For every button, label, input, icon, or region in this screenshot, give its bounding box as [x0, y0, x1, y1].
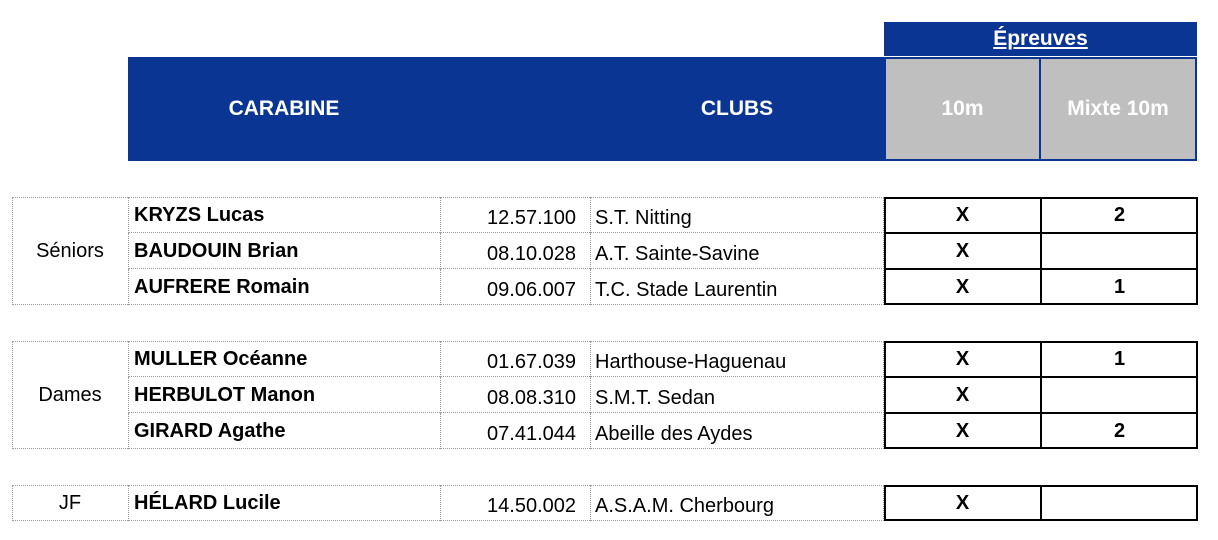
table-row: [12, 269, 1198, 305]
clubs-header: [590, 57, 884, 161]
club-name: A.T. Sainte-Savine: [595, 243, 760, 265]
athlete-name: AUFRERE Romain: [134, 275, 310, 298]
table-row: [12, 341, 1198, 377]
event-mixte-mark: 1: [1113, 347, 1126, 370]
event-mixte-label: Mixte 10m: [1067, 97, 1169, 120]
athlete-name: HERBULOT Manon: [134, 383, 316, 406]
epreuves-header: [884, 22, 1197, 56]
licence-number: 14.50.002: [487, 495, 576, 517]
category-group: [12, 197, 1198, 305]
club-name: A.S.A.M. Cherbourg: [595, 495, 774, 517]
licence-number: 08.10.028: [487, 243, 576, 265]
event-10m-mark: X: [955, 383, 970, 406]
event-mixte-mark: 2: [1113, 419, 1126, 442]
athlete-name: HÉLARD Lucile: [134, 491, 281, 514]
licence-number: 07.41.044: [487, 423, 576, 445]
table-row: [12, 197, 1198, 233]
event-10m-mark: X: [955, 275, 970, 298]
category-group: [12, 341, 1198, 449]
licence-number: 12.57.100: [487, 207, 576, 229]
event-10m-mark: X: [955, 347, 970, 370]
event-10m-header: [884, 57, 1041, 161]
event-mixte-header: [1041, 57, 1197, 161]
event-mixte-mark: 2: [1113, 203, 1126, 226]
category-group: [12, 485, 1198, 521]
epreuves-label: Épreuves: [993, 27, 1088, 50]
athlete-name: MULLER Océanne: [134, 347, 308, 370]
club-name: S.M.T. Sedan: [595, 387, 716, 409]
licence-number: 01.67.039: [487, 351, 576, 373]
event-mixte-mark: [1041, 233, 1198, 269]
table-row: [12, 377, 1198, 413]
category-label: Dames: [38, 383, 102, 406]
club-name: T.C. Stade Laurentin: [595, 279, 778, 301]
club-name: Abeille des Aydes: [595, 423, 753, 445]
discipline-header: [128, 57, 440, 161]
club-name: Harthouse-Haguenau: [595, 351, 787, 373]
table-row: [12, 233, 1198, 269]
event-10m-label: 10m: [941, 97, 984, 120]
event-mixte-mark: [1041, 377, 1198, 413]
event-10m-mark: X: [955, 491, 970, 514]
event-10m-mark: X: [955, 419, 970, 442]
clubs-label: CLUBS: [700, 97, 774, 120]
club-name: S.T. Nitting: [595, 207, 692, 229]
athlete-name: KRYZS Lucas: [134, 203, 265, 226]
licence-number: 09.06.007: [487, 279, 576, 301]
athlete-name: GIRARD Agathe: [134, 419, 286, 442]
table-row: [12, 485, 1198, 521]
category-label: JF: [58, 491, 82, 514]
event-10m-mark: X: [955, 239, 970, 262]
table-row: [12, 413, 1198, 449]
athlete-name: BAUDOUIN Brian: [134, 239, 299, 262]
discipline-label: CARABINE: [228, 97, 340, 120]
event-mixte-mark: [1041, 485, 1198, 521]
event-10m-mark: X: [955, 203, 970, 226]
licence-number: 08.08.310: [487, 387, 576, 409]
event-mixte-mark: 1: [1113, 275, 1126, 298]
category-label: Séniors: [36, 239, 104, 262]
